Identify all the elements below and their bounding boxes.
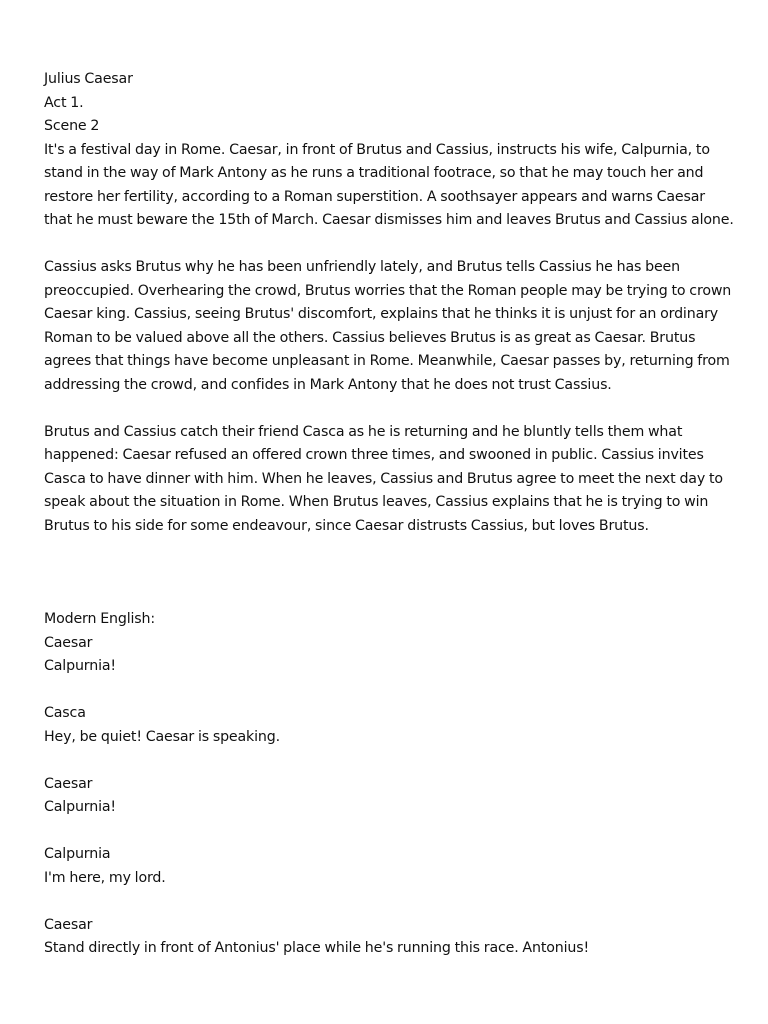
speaker-name: Casca — [44, 705, 86, 721]
scene-label: Scene 2 — [44, 118, 100, 134]
speaker-name: Caesar — [44, 916, 93, 933]
speaker-name: Caesar — [44, 634, 93, 651]
modern-english-heading: Modern English: — [44, 611, 155, 627]
play-title: Julius Caesar — [44, 71, 133, 87]
summary-paragraph: It's a festival day in Rome. Caesar, in front of Brutus and Cassius, instructs his wife, Calpurnia, to stand in the way of Mark Antony as he runs a traditional footrace, so that he may touch her and restore her fertility, according to a Roman superstition. A soothsayer appears and warns Caesar that he must beware the 15th of March. Caesar dismisses him and leaves Brutus and Cassius alone. — [44, 141, 734, 228]
dialogue-text: Hey, be quiet! Caesar is speaking. — [44, 728, 280, 745]
dialogue-line — [44, 773, 734, 820]
summary-paragraph: Brutus and Cassius catch their friend Casca as he is returning and he bluntly tells them what happened: Caesar refused an offered crown three times, and swooned in public. Cassius invites Casca to have dinner with him. When he leaves, Cassius and Brutus agree to meet the next day to speak about the situation in Rome. When Brutus leaves, Cassius explains that he is trying to win Brutus to his side for some endeavour, since Caesar distrusts Cassius, but loves Brutus. — [44, 423, 723, 534]
document-page — [44, 68, 734, 984]
speaker-name: Caesar — [44, 775, 93, 792]
dialogue-line — [44, 632, 734, 679]
speaker-name: Calpurnia — [44, 846, 111, 862]
dialogue-text: I'm here, my lord. — [44, 869, 166, 886]
modern-english-section — [44, 608, 734, 961]
dialogue-line — [44, 843, 734, 890]
summary-paragraph: Cassius asks Brutus why he has been unfriendly lately, and Brutus tells Cassius he has been preoccupied. Overhearing the crowd, Brutus worries that the Roman people may be trying to crown Caesar king. Cassius, seeing Brutus' discomfort, explains that he thinks it is unjust for an ordinary Roman to be valued above all the others. Cassius believes Brutus is as great as Caesar. Brutus agrees that things have become unpleasant in Rome. Meanwhile, Caesar passes by, returning from addressing the crowd, and confides in Mark Antony that he does not trust Cassius. — [44, 259, 732, 393]
dialogue-text: Stand directly in front of Antonius' place while he's running this race. Antonius! — [44, 940, 590, 956]
dialogue-line — [44, 702, 734, 749]
dialogue-text: Calpurnia! — [44, 799, 116, 815]
act-label: Act 1. — [44, 94, 84, 111]
dialogue-line — [44, 914, 734, 961]
document-header — [44, 68, 734, 139]
dialogue-text: Calpurnia! — [44, 658, 116, 674]
